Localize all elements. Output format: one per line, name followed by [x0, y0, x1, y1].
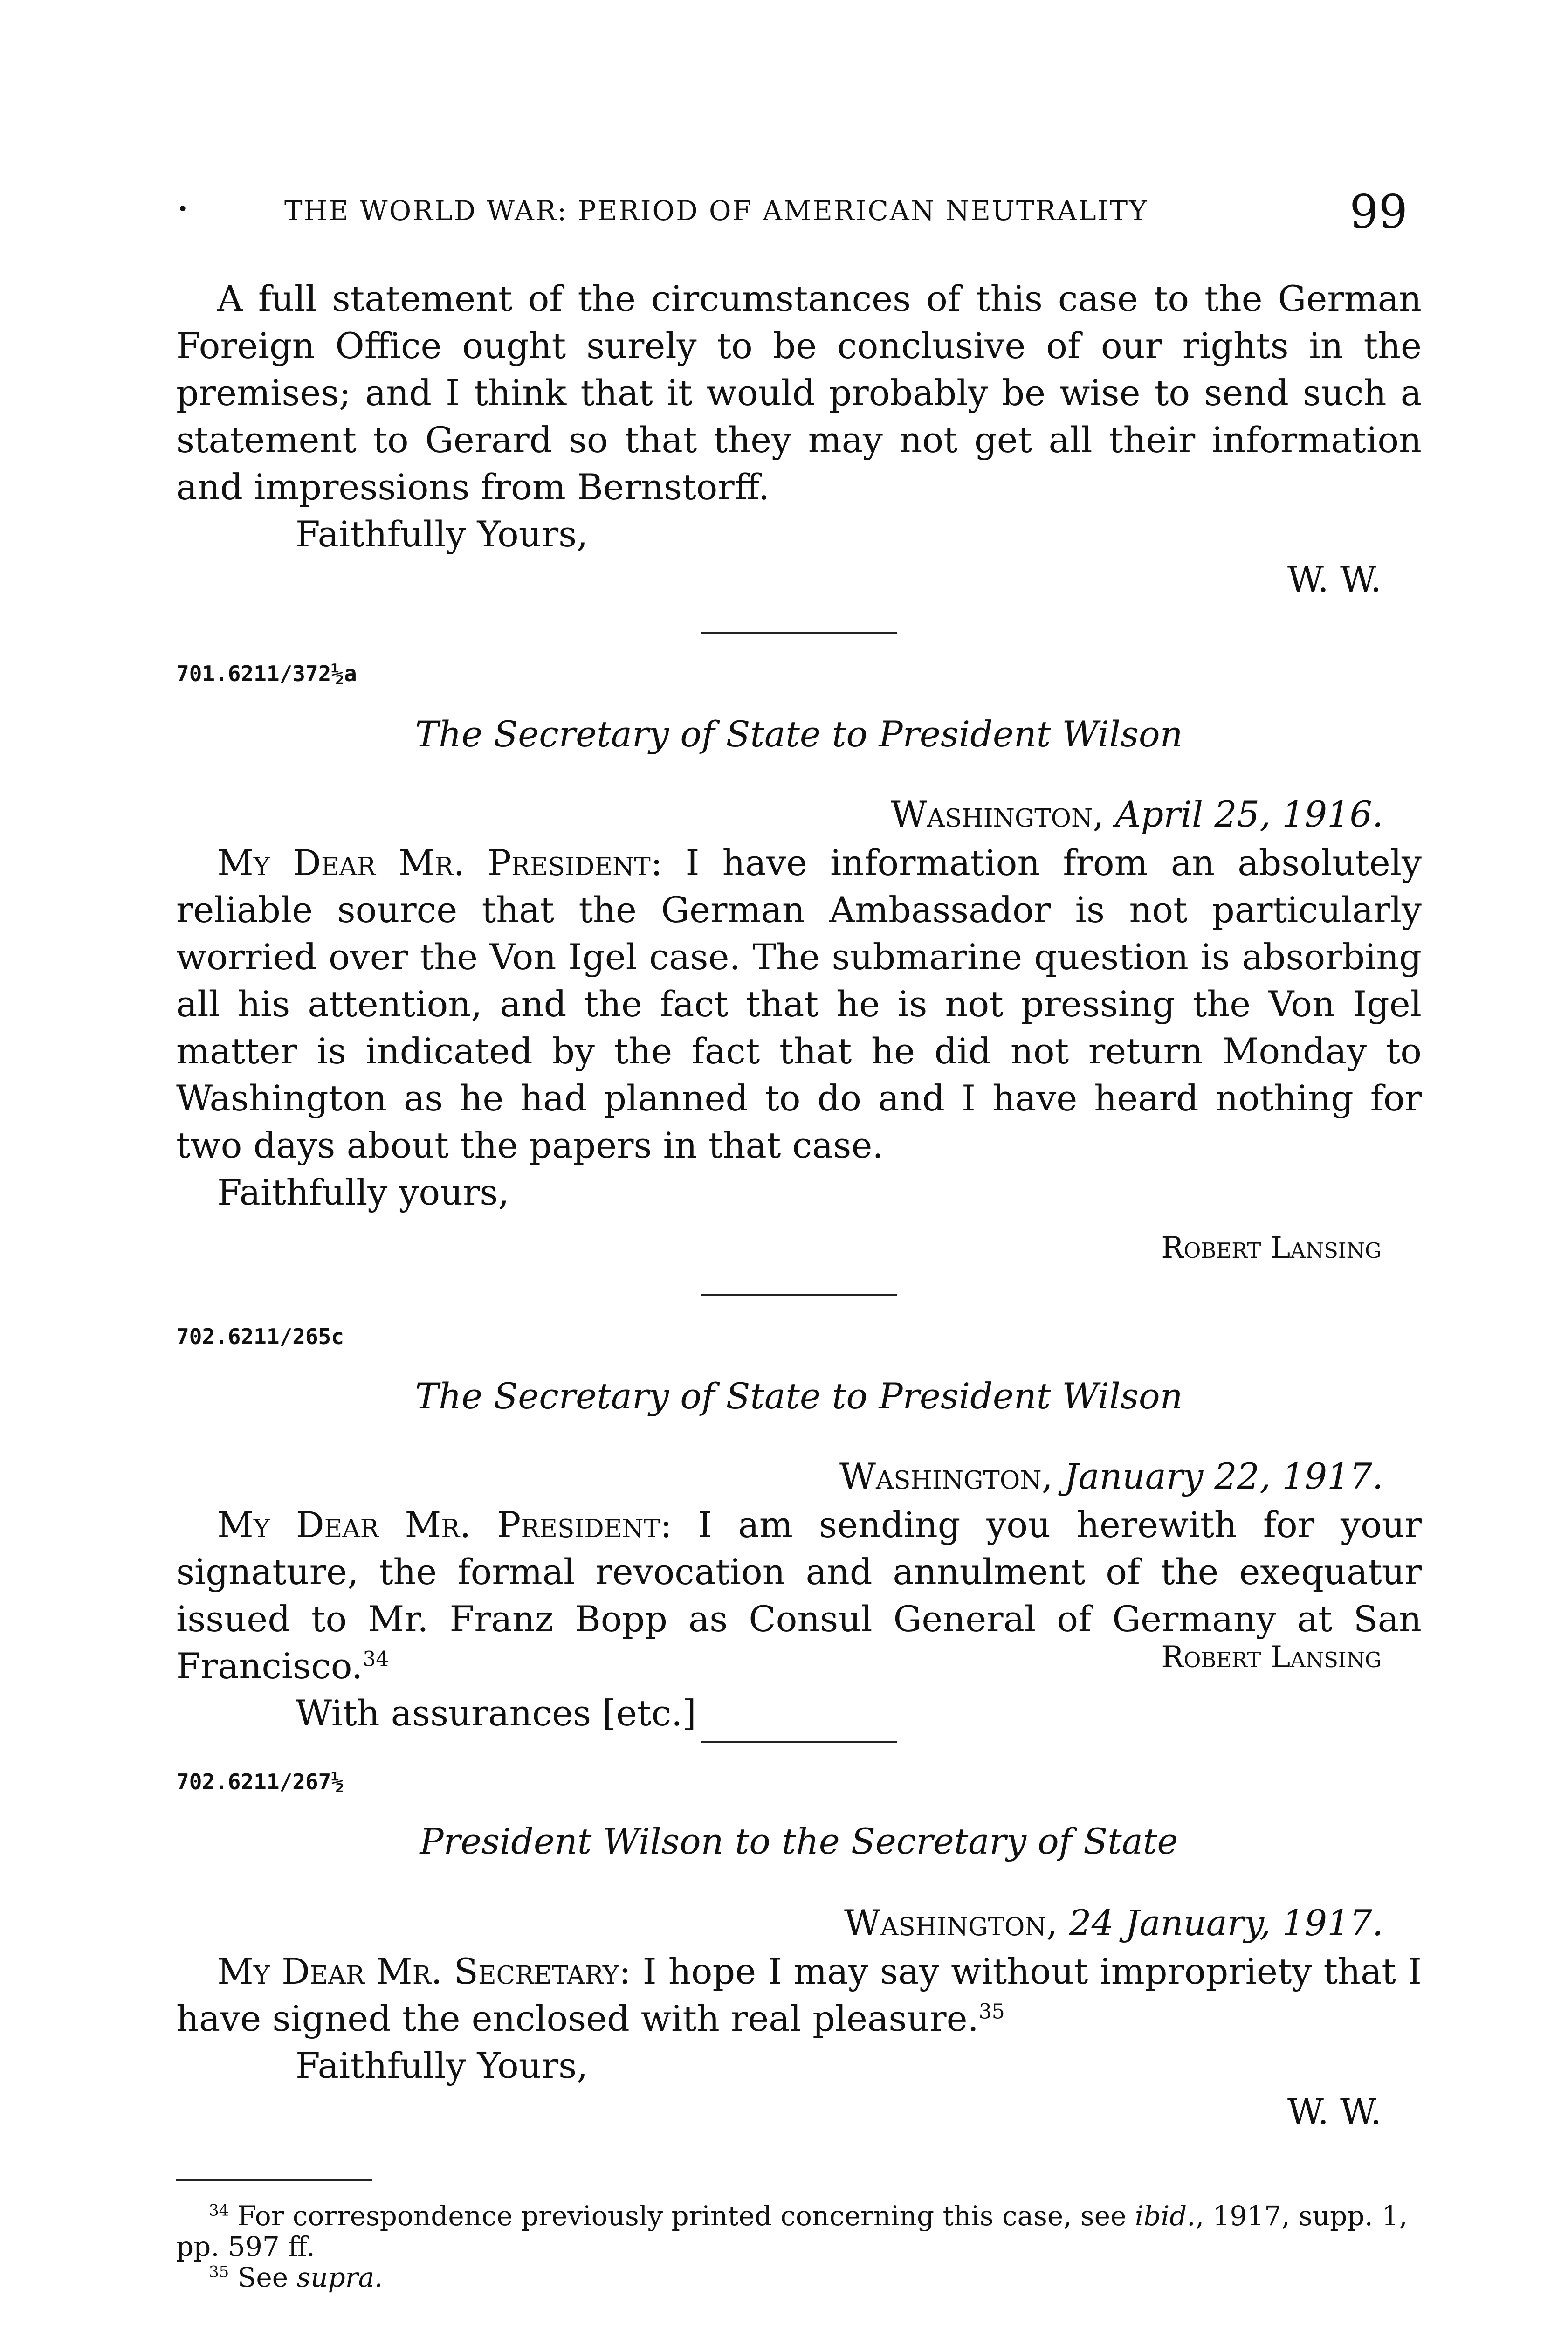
letter-2-date: April 25, 1916. [1115, 793, 1383, 835]
letter-1 [176, 275, 1422, 558]
footnote-text: See [237, 2262, 289, 2293]
letter-4-salutation: My Dear Mr. Secretary: [217, 1951, 631, 1992]
letter-4-date: 24 January, 1917. [1069, 1902, 1383, 1944]
section-divider [701, 632, 897, 634]
letter-1-signature: W. W. [1287, 559, 1382, 600]
letter-2-body: I have information from an absolutely reliable source that the German Ambassador is not particularly worried over the Von Igel case. The submarine question is absorbing all his attention, and the fact that he is not pressing the Von Igel matter is indicated by the fact that he did not return Monday to Washington as he had planned to do and I have heard nothing for two days about the papers in that case. [176, 842, 1422, 1166]
letter-2-dateline [176, 793, 1383, 835]
footnote-italic: supra. [296, 2262, 383, 2293]
letter-3-closing: With assurances [etc.] [296, 1692, 696, 1734]
letter-4-closing: Faithfully Yours, [296, 2045, 588, 2086]
page-number: 99 [1349, 186, 1408, 239]
letter-3-body: I am sending you herewith for your signature, the formal revocation and annulment of the exequatur issued to Mr. Franz Bopp as Consul General of Germany at San Francisco. [176, 1504, 1422, 1687]
footnote-text: For correspondence previously printed concerning this case, see [237, 2200, 1127, 2232]
footnote-ref-34[interactable]: 34 [363, 1647, 389, 1671]
footnote-rule [176, 2179, 372, 2181]
footnotes [176, 2200, 1422, 2293]
letter-2-heading: The Secretary of State to President Wilson [415, 713, 1183, 755]
letter-2 [176, 839, 1422, 1216]
letter-4-place: Washington, [844, 1902, 1058, 1944]
letter-1-body: A full statement of the circumstances of this case to the German Foreign Office ought surely to be conclusive of our rights in the premises; and I think that it would probably be wise to send such a statement to Gerard so that they may not get all their information and impressions from Bernstorff. [176, 278, 1422, 508]
letter-3-heading: The Secretary of State to President Wilson [415, 1375, 1183, 1417]
running-title: THE WORLD WAR: PERIOD OF AMERICAN NEUTRALITY [284, 195, 1148, 227]
letter-4-signature: W. W. [1287, 2091, 1382, 2132]
footnote-italic: ibid. [1135, 2200, 1196, 2232]
letter-2-file-number: 701.6211/372½a [176, 661, 357, 686]
letter-2-closing: Faithfully yours, [217, 1172, 509, 1213]
letter-3-file-number: 702.6211/265c [176, 1324, 344, 1349]
letter-4-body: I hope I may say without impropriety that I have signed the enclosed with real pleasure. [176, 1951, 1422, 2039]
letter-1-closing: Faithfully Yours, [296, 513, 588, 555]
footnote-mark: 35 [209, 2262, 229, 2282]
letter-3-salutation: My Dear Mr. President: [217, 1504, 672, 1545]
letter-3-dateline [176, 1455, 1383, 1497]
section-divider [701, 1294, 897, 1296]
header-marker: • [177, 199, 188, 220]
footnote-text-after: , 1917, supp. 1, pp. 597 ff. [176, 2200, 1408, 2262]
letter-3-date: January 22, 1917. [1064, 1455, 1383, 1497]
letter-3-signature: Robert Lansing [1161, 1640, 1382, 1675]
letter-2-salutation: My Dear Mr. President: [217, 842, 663, 883]
footnote-ref-35[interactable]: 35 [978, 2000, 1005, 2024]
letter-2-signature: Robert Lansing [1161, 1231, 1382, 1265]
letter-4-file-number: 702.6211/267½ [176, 1769, 344, 1794]
footnote-35 [176, 2262, 1422, 2293]
section-divider [701, 1741, 897, 1743]
letter-2-paragraph [176, 839, 1422, 1169]
letter-4-heading: President Wilson to the Secretary of State [420, 1821, 1178, 1862]
footnote-34 [176, 2200, 1422, 2262]
letter-4-paragraph [176, 1948, 1422, 2042]
letter-4-dateline [176, 1902, 1383, 1944]
footnote-mark: 34 [209, 2201, 229, 2220]
letter-3 [176, 1501, 1422, 1737]
letter-4 [176, 1948, 1422, 2089]
letter-2-place: Washington, [890, 793, 1104, 835]
running-header [177, 186, 1408, 237]
letter-3-place: Washington, [839, 1455, 1053, 1497]
